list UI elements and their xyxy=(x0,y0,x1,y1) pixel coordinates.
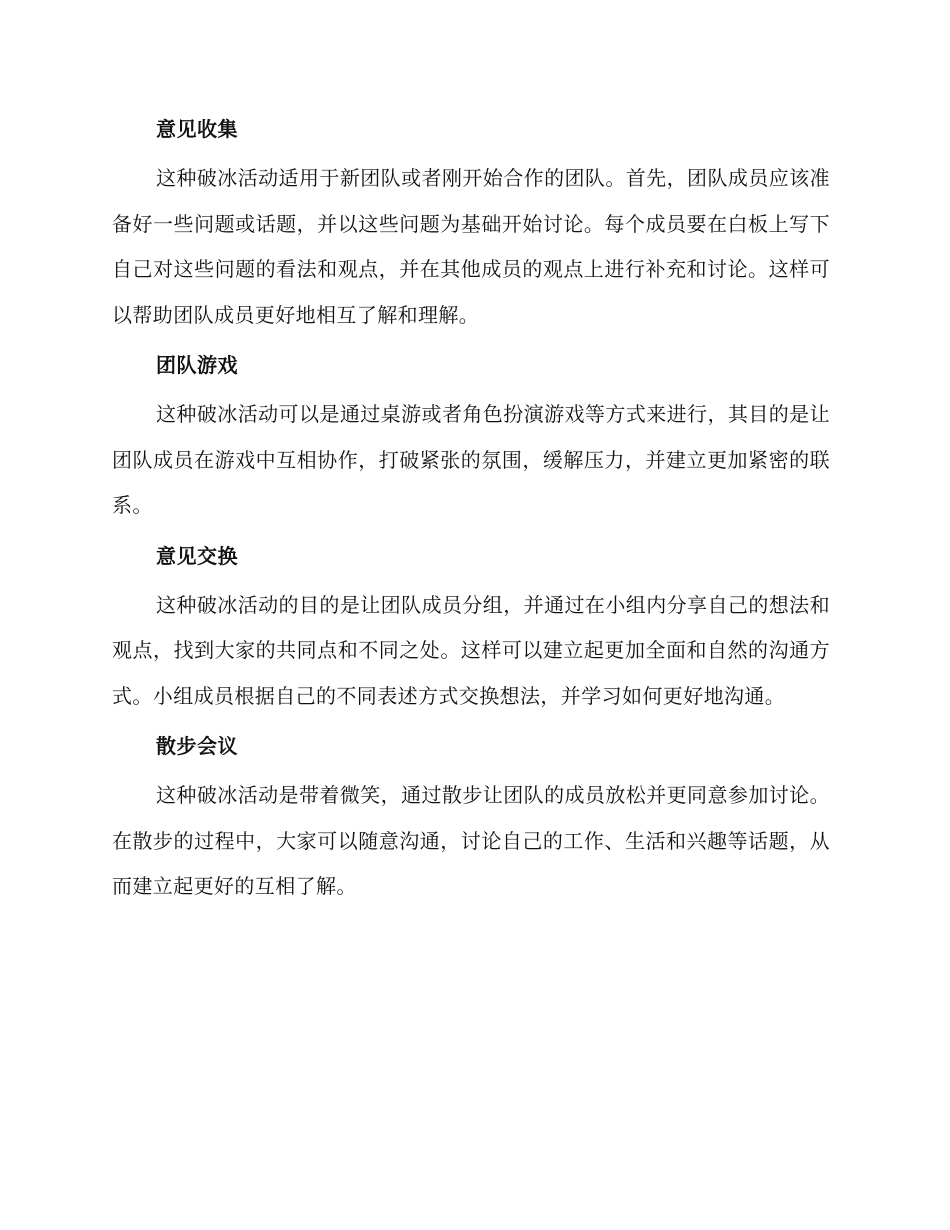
section-heading: 团队游戏 xyxy=(156,353,238,377)
section-paragraph: 这种破冰活动适用于新团队或者刚开始合作的团队。首先，团队成员应该准备好一些问题或话题，并以这些问题为基础开始讨论。每个成员要在白板上写下自己对这些问题的看法和观点，并在其他成员的观点上进行补充和讨论。这样可以帮助团队成员更好地相互了解和理解。 xyxy=(112,166,830,327)
section-heading: 意见收集 xyxy=(156,117,238,141)
section-paragraph: 这种破冰活动可以是通过桌游或者角色扮演游戏等方式来进行，其目的是让团队成员在游戏中互相协作，打破紧张的氛围，缓解压力，并建立更加紧密的联系。 xyxy=(112,402,830,517)
section-heading: 散步会议 xyxy=(156,734,238,758)
document-content xyxy=(112,106,830,910)
section-walking-meeting xyxy=(112,723,830,910)
section-opinion-exchange xyxy=(112,533,830,720)
section-heading: 意见交换 xyxy=(156,543,238,568)
section-paragraph: 这种破冰活动是带着微笑，通过散步让团队的成员放松并更同意参加讨论。在散步的过程中，大家可以随意沟通，讨论自己的工作、生活和兴趣等话题，从而建立起更好的互相了解。 xyxy=(112,783,830,898)
section-paragraph: 这种破冰活动的目的是让团队成员分组，并通过在小组内分享自己的想法和观点，找到大家的共同点和不同之处。这样可以建立起更加全面和自然的沟通方式。小组成员根据自己的不同表述方式交换想法，并学习如何更好地沟通。 xyxy=(112,592,830,708)
section-opinion-collection xyxy=(112,106,830,338)
section-team-games xyxy=(112,342,830,529)
